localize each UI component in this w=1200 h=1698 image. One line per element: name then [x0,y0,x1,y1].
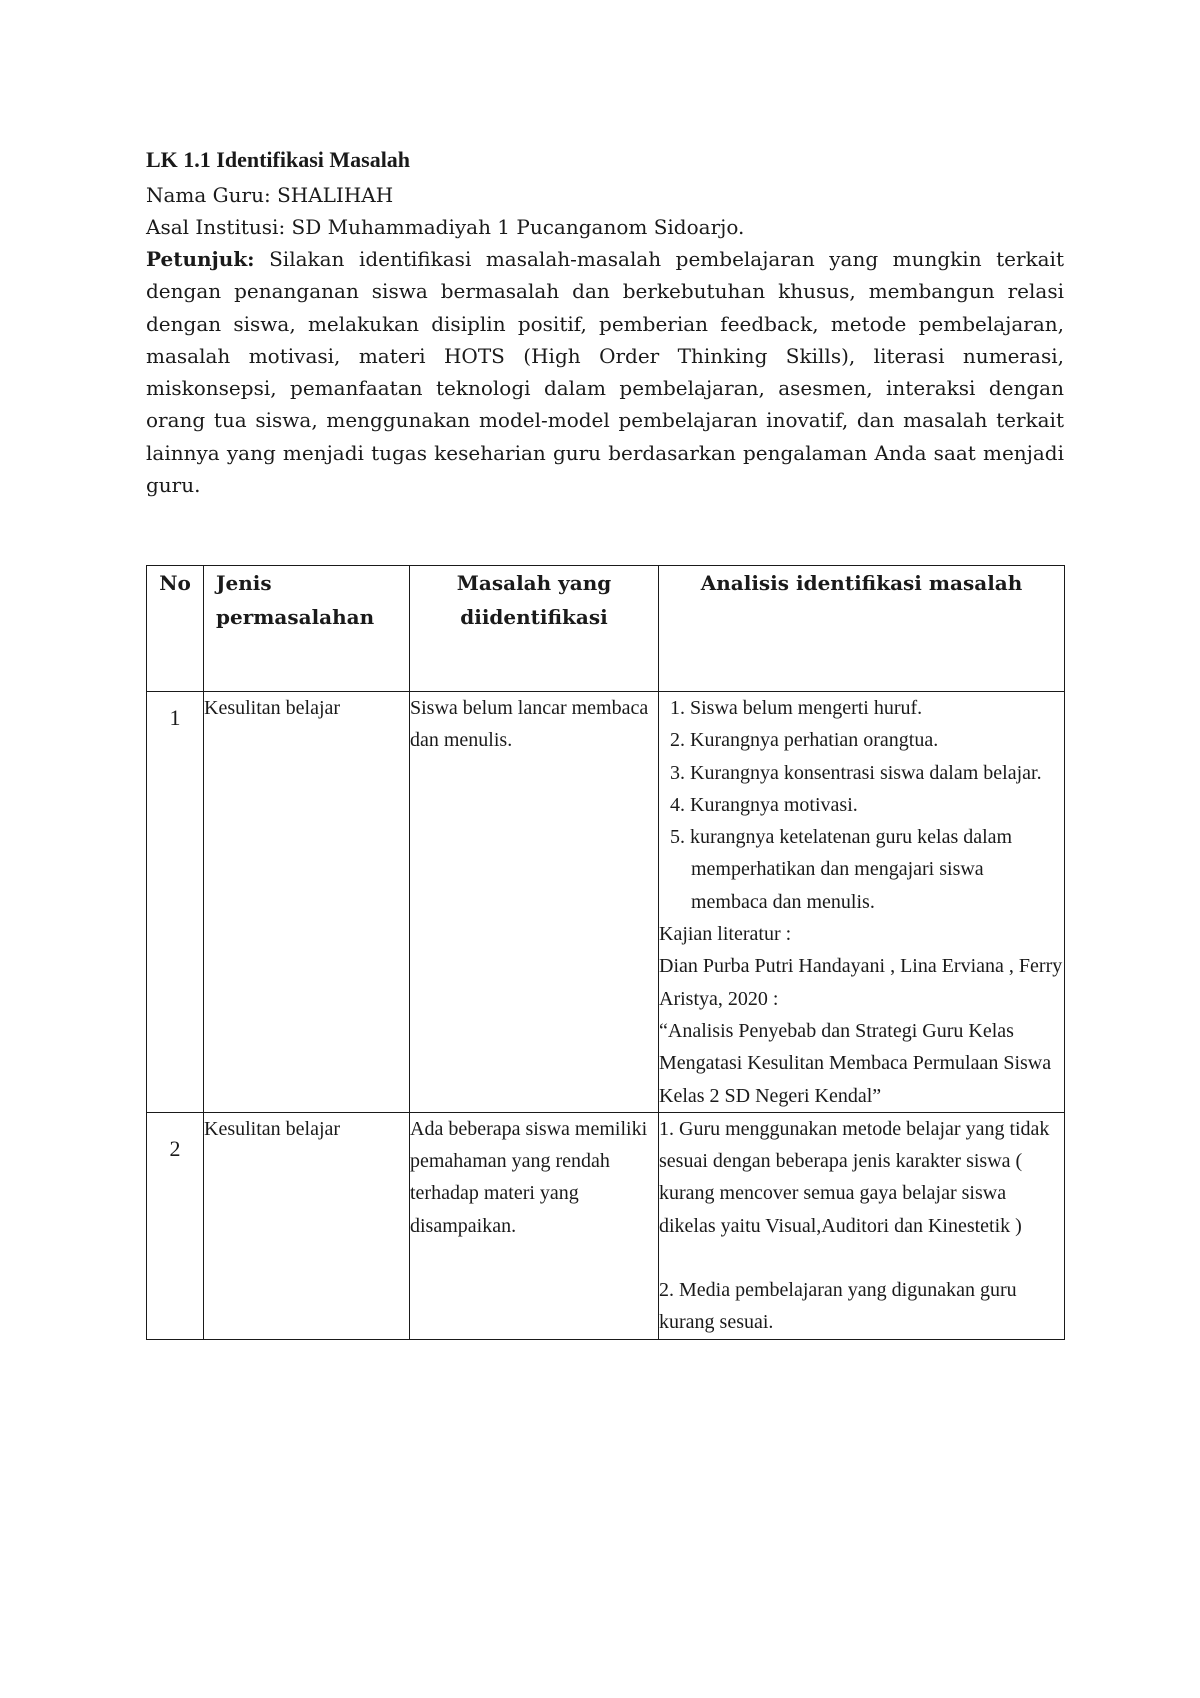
header-masalah-line2: diidentifikasi [460,605,608,629]
kajian-label: Kajian literatur : [659,923,792,946]
analisis-cell [659,1112,1065,1339]
row-number-cell [147,692,204,1113]
problem-identification-table [146,565,1065,1340]
list-item: 2. Kurangnya perhatian orangtua. [670,729,939,752]
document-header [146,146,1064,501]
jenis-cell: Kesulitan belajar [204,1112,410,1339]
header-analisis: Analisis identifikasi masalah [659,566,1065,692]
analisis-cell [659,692,1065,1113]
document-title: LK 1.1 Identifikasi Masalah [146,147,411,172]
teacher-name-line: Nama Guru: SHALIHAH [146,183,394,207]
header-masalah-diidentifikasi [410,566,659,692]
header-jenis-line1: Jenis [216,571,272,595]
kajian-title: “Analisis Penyebab dan Strategi Guru Kelas Mengatasi Kesulitan Membaca Permulaan Siswa Kelas 2 SD Negeri Kendal” [659,1019,1052,1107]
header-jenis-line2: permasalahan [216,605,375,629]
instruction-text: Silakan identifikasi masalah-masalah pembelajaran yang mungkin terkait dengan penanganan siswa bermasalah dan berkebutuhan khusus, membangun relasi dengan siswa, melakukan disiplin positif, pemberian feedback, metode pembelajaran, masalah motivasi, materi HOTS (High Order Thinking Skills), literasi numerasi, miskonsepsi, pemanfaatan teknologi dalam pembelajaran, asesmen, interaksi dengan orang tua siswa, menggunakan model-model pembelajaran inovatif, dan masalah terkait lainnya yang menjadi tugas keseharian guru berdasarkan pengalaman Anda saat menjadi guru. [146,247,1064,498]
row-number: 1 [169,705,181,730]
header-jenis-permasalahan [204,566,410,692]
analisis-list [659,692,1064,918]
instruction-label: Petunjuk: [146,247,255,271]
list-item: 4. Kurangnya motivasi. [670,793,858,816]
header-masalah-line1: Masalah yang [456,571,612,595]
table-row [147,692,1065,1113]
analisis-point-1: 1. Guru menggunakan metode belajar yang tidak sesuai dengan beberapa jenis karakter siswa ( kurang mencover semua gaya belajar siswa dikelas yaitu Visual,Auditori dan Kinestetik ) [659,1117,1050,1237]
kajian-authors: Dian Purba Putri Handayani , Lina Erviana , Ferry Aristya, 2020 : [659,955,1063,1010]
list-item: 1. Siswa belum mengerti huruf. [670,697,923,719]
table-row [147,1112,1065,1339]
institution-line: Asal Institusi: SD Muhammadiyah 1 Pucanganom Sidoarjo. [146,215,745,239]
analisis-point-2: 2. Media pembelajaran yang digunakan guru kurang sesuai. [659,1279,1017,1334]
jenis-cell: Kesulitan belajar [204,692,410,1113]
list-item: 3. Kurangnya konsentrasi siswa dalam belajar. [670,761,1042,784]
table-header-row [147,566,1065,692]
masalah-cell: Siswa belum lancar membaca dan menulis. [410,692,659,1113]
masalah-cell: Ada beberapa siswa memiliki pemahaman yang rendah terhadap materi yang disampaikan. [410,1112,659,1339]
row-number-cell: 2 [147,1112,204,1339]
instruction-paragraph [146,243,1064,501]
header-no: No [147,566,204,692]
list-item: 5. kurangnya ketelatenan guru kelas dalam memperhatikan dan mengajari siswa membaca dan menulis. [670,826,1013,913]
